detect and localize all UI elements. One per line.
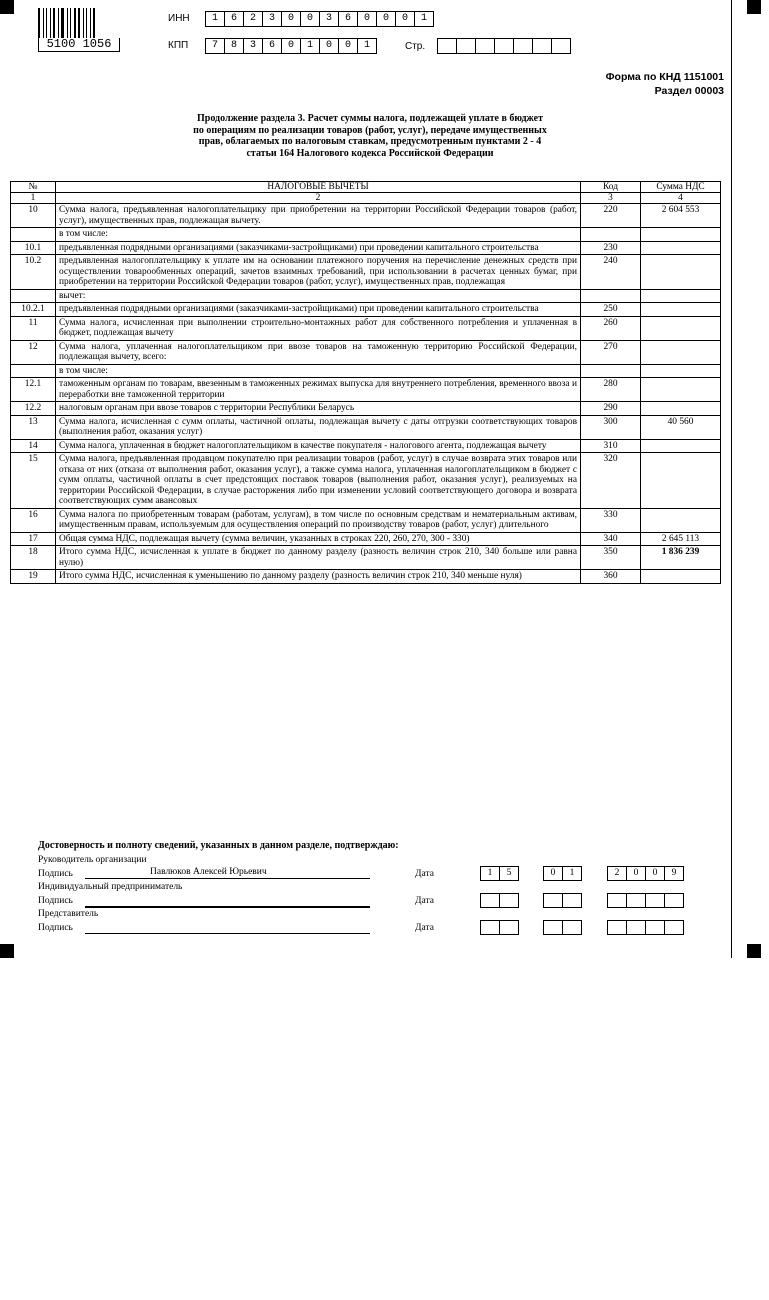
page-cell: [551, 38, 571, 54]
row-num: 10.2: [11, 255, 56, 290]
date-year-cell: [607, 920, 627, 935]
colnum-1: 1: [11, 193, 56, 204]
inn-cell: 0: [281, 11, 301, 27]
ip-date-day: [480, 893, 519, 908]
kpp-cell: 0: [319, 38, 339, 54]
row-description: Сумма налога, исчисленная при выполнении строительно-монтажных работ для собственного потребления и уплаченная в бюджет, подлежащая вычету: [56, 316, 581, 340]
rep-label: Представитель: [38, 909, 99, 919]
form-code: Форма по КНД 1151001: [605, 71, 724, 83]
section-code: Раздел 00003: [654, 85, 724, 97]
row-sum: [641, 241, 721, 255]
colnum-2: 2: [56, 193, 581, 204]
row-sum: [641, 439, 721, 453]
page-cell: [437, 38, 457, 54]
barcode-bar: [46, 8, 47, 38]
table-row: [11, 532, 721, 546]
row-sum: 1 836 239: [641, 546, 721, 570]
date-year-cell: [664, 893, 684, 908]
title-line: Продолжение раздела 3. Расчет суммы налога, подлежащей уплате в бюджет: [197, 113, 543, 124]
date-day-cell: [499, 893, 519, 908]
row-sum: [641, 364, 721, 378]
barcode-number: 5100 1056: [38, 38, 120, 52]
date-year-cell: 0: [645, 866, 665, 881]
row-num: 10: [11, 204, 56, 228]
row-num: [11, 228, 56, 242]
page-cell: [475, 38, 495, 54]
colnum-4: 4: [641, 193, 721, 204]
row-code: 320: [581, 453, 641, 509]
row-description: предъявленная подрядными организациями (заказчиками-застройщиками) при проведении капитального строительства: [56, 303, 581, 317]
date-year-cell: [645, 920, 665, 935]
date-year-cell: [626, 920, 646, 935]
rep-date-year: [607, 920, 684, 935]
row-code: 360: [581, 570, 641, 584]
row-description: Общая сумма НДС, подлежащая вычету (сумма величин, указанных в строках 220, 260, 270, 300 - 330): [56, 532, 581, 546]
table-row: [11, 255, 721, 290]
barcode-bar: [69, 8, 70, 38]
row-description: предъявленная налогоплательщику к уплате им на основании платежного поручения на перечисление денежных средств при осуществлении товарообменных операций, зачетов взаимных требований, при использовании в расчетах ценных бумаг, при приобретении на территории Российской Федерации товаров (работ, услуг), имущественных прав, подлежащая: [56, 255, 581, 290]
table-row: [11, 570, 721, 584]
title-line: по операциям по реализации товаров (работ, услуг), передаче имущественных: [193, 124, 547, 136]
ip-sign-label: Подпись: [38, 896, 73, 906]
colnum-3: 3: [581, 193, 641, 204]
date-month-cell: 0: [543, 866, 563, 881]
date-year-cell: 9: [664, 866, 684, 881]
row-num: [11, 364, 56, 378]
row-sum: [641, 228, 721, 242]
barcode-bar: [58, 8, 59, 38]
row-code: 340: [581, 532, 641, 546]
row-sum: 40 560: [641, 415, 721, 439]
kpp-cell: 6: [262, 38, 282, 54]
barcode-bar: [78, 8, 80, 38]
barcode-bar: [77, 8, 78, 38]
inn-cell: 1: [414, 11, 434, 27]
row-description: в том числе:: [56, 228, 581, 242]
row-sum: [641, 378, 721, 402]
date-year-cell: 2: [607, 866, 627, 881]
row-num: 18: [11, 546, 56, 570]
row-num: 13: [11, 415, 56, 439]
table-row: [11, 546, 721, 570]
inn-label: ИНН: [168, 13, 190, 24]
barcode-bar: [53, 8, 55, 38]
barcode-bar: [96, 8, 97, 38]
row-sum: [641, 255, 721, 290]
row-code: 270: [581, 340, 641, 364]
barcode-bar: [60, 8, 61, 38]
row-code: 220: [581, 204, 641, 228]
inn-cell: 0: [395, 11, 415, 27]
page-cell: [532, 38, 552, 54]
barcode: [38, 8, 120, 51]
barcode-bar: [38, 8, 40, 38]
head-date-month: [543, 866, 582, 881]
ip-date-month: [543, 893, 582, 908]
table-row: [11, 316, 721, 340]
col-header-code: Код: [581, 182, 641, 193]
table-row: [11, 402, 721, 416]
row-code: 290: [581, 402, 641, 416]
date-year-cell: [607, 893, 627, 908]
title-line: прав, облагаемых по налоговым ставкам, предусмотренным пунктами 2 - 4: [198, 136, 542, 147]
date-day-cell: [480, 893, 500, 908]
ip-date-year: [607, 893, 684, 908]
inn-cell: 1: [205, 11, 225, 27]
date-year-cell: [664, 920, 684, 935]
ip-signature-line: [85, 896, 370, 908]
inn-cell: 0: [376, 11, 396, 27]
inn-cell: 0: [300, 11, 320, 27]
date-year-cell: 0: [626, 866, 646, 881]
date-day-cell: 1: [480, 866, 500, 881]
barcode-bar: [67, 8, 68, 38]
row-code: 300: [581, 415, 641, 439]
kpp-cell: 7: [205, 38, 225, 54]
row-sum: [641, 289, 721, 303]
table-row: [11, 415, 721, 439]
col-header-num: №: [11, 182, 56, 193]
row-code: [581, 228, 641, 242]
barcode-bar: [90, 8, 91, 38]
row-code: 260: [581, 316, 641, 340]
row-sum: 2 645 113: [641, 532, 721, 546]
inn-cell: 6: [224, 11, 244, 27]
row-description: таможенным органам по товарам, ввезенным в таможенных режимах выпуска для внутреннего потребления, временного ввоза и переработки вне таможенной территории: [56, 378, 581, 402]
table-row: [11, 340, 721, 364]
barcode-bar: [88, 8, 89, 38]
row-description: Сумма налога, исчисленная с сумм оплаты, частичной оплаты, подлежащая вычету с даты отгрузки соответствующих товаров (выполнения работ, оказания услуг): [56, 415, 581, 439]
row-sum: [641, 402, 721, 416]
table-row: [11, 508, 721, 532]
barcode-bar: [61, 8, 64, 38]
row-sum: 2 604 553: [641, 204, 721, 228]
row-num: 11: [11, 316, 56, 340]
barcode-bar: [74, 8, 76, 38]
row-num: 12.1: [11, 378, 56, 402]
row-num: 14: [11, 439, 56, 453]
barcode-bar: [92, 8, 93, 38]
inn-cell: 2: [243, 11, 263, 27]
kpp-cell: 3: [243, 38, 263, 54]
row-code: 350: [581, 546, 641, 570]
barcode-bar: [83, 8, 84, 38]
head-date-label: Дата: [415, 869, 434, 879]
head-name: Павлюков Алексей Юрьевич: [150, 867, 267, 877]
date-day-cell: [480, 920, 500, 935]
table-row: [11, 289, 721, 303]
barcode-bar: [85, 8, 86, 38]
barcode-bar: [93, 8, 95, 38]
row-sum: [641, 316, 721, 340]
date-month-cell: [562, 893, 582, 908]
ip-date-label: Дата: [415, 896, 434, 906]
rep-sign-label: Подпись: [38, 923, 73, 933]
row-code: [581, 289, 641, 303]
row-description: Сумма налога, уплаченная в бюджет налогоплательщиком в качестве покупателя - налогового агента, подлежащая вычету: [56, 439, 581, 453]
section-title: [120, 113, 620, 159]
barcode-bar: [50, 8, 51, 38]
page-label: Стр.: [405, 41, 426, 52]
row-num: 10.2.1: [11, 303, 56, 317]
row-sum: [641, 508, 721, 532]
col-header-sum: Сумма НДС: [641, 182, 721, 193]
row-code: 330: [581, 508, 641, 532]
date-month-cell: [543, 893, 563, 908]
row-description: Сумма налога, предъявленная продавцом покупателю при реализации товаров (работ, услуг) в случае возврата этих товаров или отказа от них (отказа от выполнения работ, оказания услуг), а также сумма налога, уплаченная налогоплательщиком в бюджет с сумм оплаты, частичной оплаты в счет предстоящих поставок товаров (выполнения работ, оказания услуг), реализуемых на территории Российской Федерации, в случае расторжения либо при изменении условий соответствующего договора и возврата соответствующих сумм авансовых: [56, 453, 581, 509]
date-day-cell: 5: [499, 866, 519, 881]
registration-mark-top-right: [747, 0, 761, 14]
row-description: Сумма налога по приобретенным товарам (работам, услугам), в том числе по основным средствам и нематериальным активам, имущественным правам, используемым для осуществления операций по производству товаров (работ, услуг) длительного: [56, 508, 581, 532]
row-code: 240: [581, 255, 641, 290]
barcode-bar: [41, 8, 42, 38]
head-sign-label: Подпись: [38, 869, 73, 879]
row-description: Сумма налога, предъявленная налогоплательщику при приобретении на территории Российской Федерации товаров (работ, услуг), имущественных прав, подлежащая вычету.: [56, 204, 581, 228]
registration-mark-bottom-left: [0, 944, 14, 958]
date-month-cell: [543, 920, 563, 935]
row-sum: [641, 453, 721, 509]
inn-cell: 0: [357, 11, 377, 27]
barcode-bar: [81, 8, 82, 38]
row-description: Сумма налога, уплаченная налогоплательщиком при ввозе товаров на таможенную территорию Российской Федерации, подлежащая вычету, всего:: [56, 340, 581, 364]
form-reference: [606, 70, 724, 98]
row-num: 12: [11, 340, 56, 364]
barcode-bar: [65, 8, 66, 38]
table-row: [11, 303, 721, 317]
right-border-line: [731, 0, 732, 958]
table-row: [11, 439, 721, 453]
row-sum: [641, 340, 721, 364]
row-description: вычет:: [56, 289, 581, 303]
kpp-cell: 0: [281, 38, 301, 54]
head-date-year: [607, 866, 684, 881]
barcode-bar: [86, 8, 87, 38]
row-code: 280: [581, 378, 641, 402]
kpp-cell: 1: [300, 38, 320, 54]
row-num: 15: [11, 453, 56, 509]
date-year-cell: [626, 893, 646, 908]
barcode-bar: [56, 8, 57, 38]
registration-mark-top-left: [0, 0, 14, 14]
inn-field: [205, 11, 434, 27]
row-num: 19: [11, 570, 56, 584]
page-cell: [494, 38, 514, 54]
row-description: Итого сумма НДС, исчисленная к уплате в бюджет по данному разделу (разность величин строк 210, 340 больше или равна нулю): [56, 546, 581, 570]
registration-mark-bottom-right: [747, 944, 761, 958]
row-num: 12.2: [11, 402, 56, 416]
date-day-cell: [499, 920, 519, 935]
table-row: [11, 204, 721, 228]
row-description: Итого сумма НДС, исчисленная к уменьшению по данному разделу (разность величин строк 210, 340 меньше нуля): [56, 570, 581, 584]
row-description: предъявленная подрядными организациями (заказчиками-застройщиками) при проведении капитального строительства: [56, 241, 581, 255]
row-num: 10.1: [11, 241, 56, 255]
barcode-bar: [45, 8, 46, 38]
row-code: 250: [581, 303, 641, 317]
row-description: в том числе:: [56, 364, 581, 378]
title-line: статьи 164 Налогового кодекса Российской Федерации: [246, 147, 494, 159]
kpp-cell: 8: [224, 38, 244, 54]
table-colnum-row: [11, 193, 721, 204]
rep-date-label: Дата: [415, 923, 434, 933]
table-row: [11, 453, 721, 509]
barcode-bar: [70, 8, 71, 38]
rep-date-day: [480, 920, 519, 935]
confirmation-text: Достоверность и полноту сведений, указанных в данном разделе, подтверждаю:: [38, 840, 399, 851]
barcode-bar: [52, 8, 53, 38]
table-row: [11, 228, 721, 242]
kpp-field: [205, 38, 377, 54]
table-row: [11, 241, 721, 255]
tax-deductions-table: [10, 181, 721, 584]
org-head-label: Руководитель организации: [38, 855, 147, 865]
row-code: [581, 364, 641, 378]
date-year-cell: [645, 893, 665, 908]
rep-signature-line: [85, 923, 370, 934]
head-date-day: [480, 866, 519, 881]
kpp-cell: 0: [338, 38, 358, 54]
page-cell: [456, 38, 476, 54]
table-row: [11, 364, 721, 378]
barcode-bar: [72, 8, 73, 38]
col-header-desc: НАЛОГОВЫЕ ВЫЧЕТЫ: [56, 182, 581, 193]
date-month-cell: [562, 920, 582, 935]
row-sum: [641, 570, 721, 584]
page-number-field: [437, 38, 571, 54]
barcode-bar: [48, 8, 49, 38]
inn-cell: 6: [338, 11, 358, 27]
row-code: 230: [581, 241, 641, 255]
table-row: [11, 378, 721, 402]
inn-cell: 3: [262, 11, 282, 27]
row-num: 17: [11, 532, 56, 546]
kpp-label: КПП: [168, 40, 189, 51]
row-description: налоговым органам при ввозе товаров с территории Республики Беларусь: [56, 402, 581, 416]
inn-cell: 3: [319, 11, 339, 27]
kpp-cell: 1: [357, 38, 377, 54]
row-sum: [641, 303, 721, 317]
row-num: [11, 289, 56, 303]
page-cell: [513, 38, 533, 54]
rep-date-month: [543, 920, 582, 935]
date-month-cell: 1: [562, 866, 582, 881]
table-header-row: [11, 182, 721, 193]
row-code: 310: [581, 439, 641, 453]
ip-label: Индивидуальный предприниматель: [38, 882, 183, 892]
barcode-bar: [43, 8, 44, 38]
row-num: 16: [11, 508, 56, 532]
